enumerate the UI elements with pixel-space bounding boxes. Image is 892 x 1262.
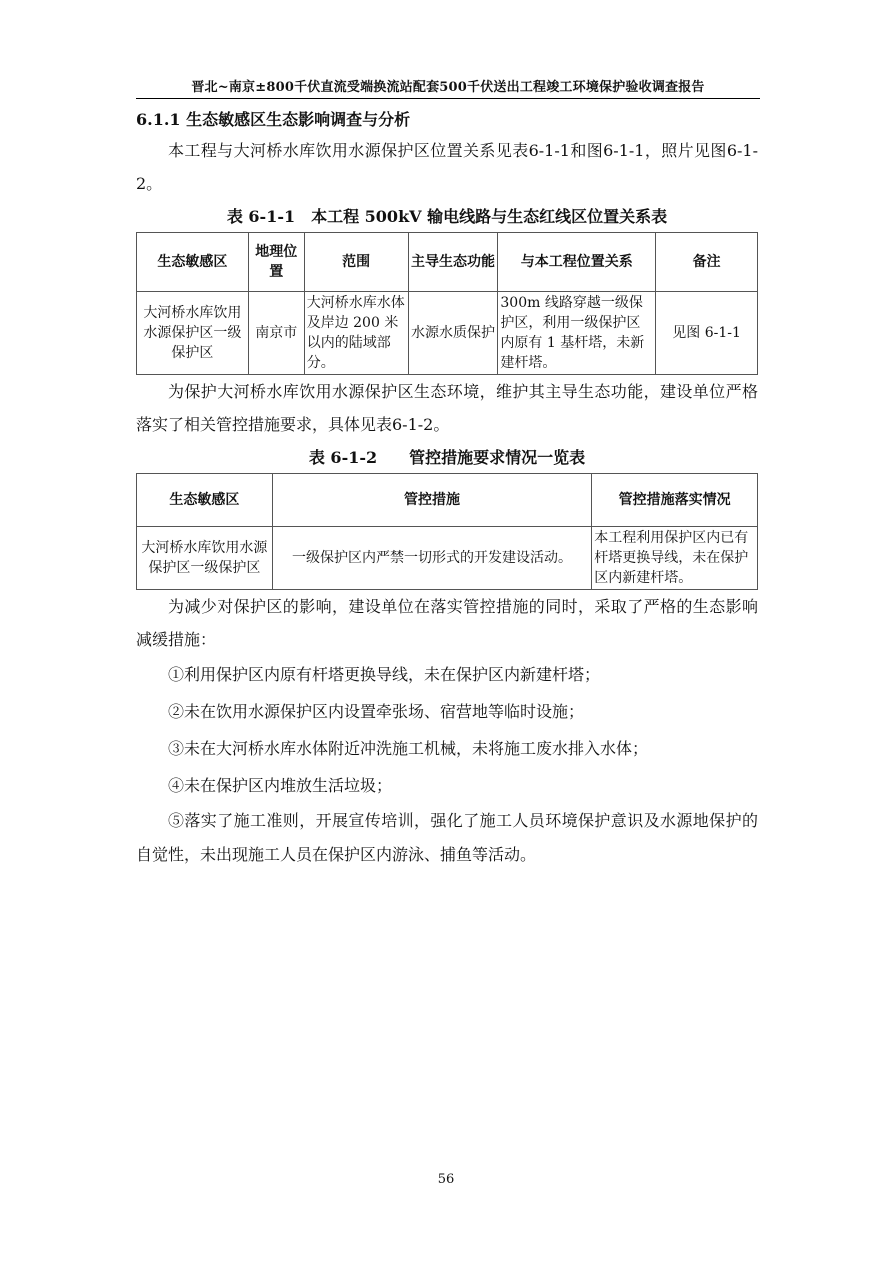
measure-item: ⑤落实了施工准则，开展宣传培训，强化了施工人员环境保护意识及水源地保护的自觉性，未出现施工人员在保护区内游泳、捕鱼等活动。 <box>136 811 758 864</box>
table2-cell: 大河桥水库饮用水源保护区一级保护区 <box>137 527 273 590</box>
measure-item: ③未在大河桥水库水体附近冲洗施工机械，未将施工废水排入水体； <box>168 739 649 758</box>
table1-cell: 大河桥水库水体及岸边 200 米以内的陆域部分。 <box>304 292 408 375</box>
table1-header-cell: 主导生态功能 <box>408 233 498 292</box>
measure-item: ②未在饮用水源保护区内设置牵张场、宿营地等临时设施； <box>168 702 585 721</box>
running-header: 晋北~南京±800千伏直流受端换流站配套500千伏送出工程竣工环境保护验收调查报告 <box>191 80 705 95</box>
table1-header-cell: 备注 <box>656 233 758 292</box>
table1 <box>136 232 758 375</box>
page-content <box>136 106 758 872</box>
table1-cell: 南京市 <box>248 292 304 375</box>
measure-item: ④未在保护区内堆放生活垃圾； <box>168 776 393 795</box>
header-rule <box>136 98 760 99</box>
table1-cell: 见图 6-1-1 <box>656 292 758 375</box>
table1-header-cell: 地理位置 <box>248 233 304 292</box>
table1-caption: 表 6-1-1 本工程 500kV 输电线路与生态红线区位置关系表 <box>226 207 668 226</box>
table1-header-cell: 与本工程位置关系 <box>498 233 656 292</box>
table2 <box>136 473 758 590</box>
page-number: 56 <box>437 1172 455 1187</box>
table2-header-cell: 生态敏感区 <box>137 474 273 527</box>
table1-cell: 300m 线路穿越一级保护区，利用一级保护区内原有 1 基杆塔，未新建杆塔。 <box>498 292 656 375</box>
table-row <box>137 292 758 375</box>
table2-header-cell: 管控措施 <box>272 474 591 527</box>
section-title: 6.1.1 生态敏感区生态影响调查与分析 <box>136 110 411 129</box>
table1-cell: 大河桥水库饮用水源保护区一级保护区 <box>137 292 249 375</box>
table1-header-cell: 范围 <box>304 233 408 292</box>
table-row <box>137 527 758 590</box>
table1-header-row <box>137 233 758 292</box>
paragraph-2: 为保护大河桥水库饮用水源保护区生态环境，维护其主导生态功能，建设单位严格落实了相关管控措施要求，具体见表6-1-2。 <box>136 382 758 434</box>
table2-caption: 表 6-1-2 管控措施要求情况一览表 <box>308 448 586 467</box>
table1-cell: 水源水质保护 <box>408 292 498 375</box>
table2-header-row <box>137 474 758 527</box>
intro-paragraph: 本工程与大河桥水库饮用水源保护区位置关系见表6-1-1和图6-1-1，照片见图6-1-2。 <box>136 141 758 193</box>
measure-item: ①利用保护区内原有杆塔更换导线，未在保护区内新建杆塔； <box>168 665 601 684</box>
table2-cell: 本工程利用保护区内已有杆塔更换导线，未在保护区内新建杆塔。 <box>592 527 758 590</box>
paragraph-3: 为减少对保护区的影响，建设单位在落实管控措施的同时，采取了严格的生态影响减缓措施： <box>136 597 758 649</box>
table1-header-cell: 生态敏感区 <box>137 233 249 292</box>
table2-header-cell: 管控措施落实情况 <box>592 474 758 527</box>
table2-cell: 一级保护区内严禁一切形式的开发建设活动。 <box>272 527 591 590</box>
